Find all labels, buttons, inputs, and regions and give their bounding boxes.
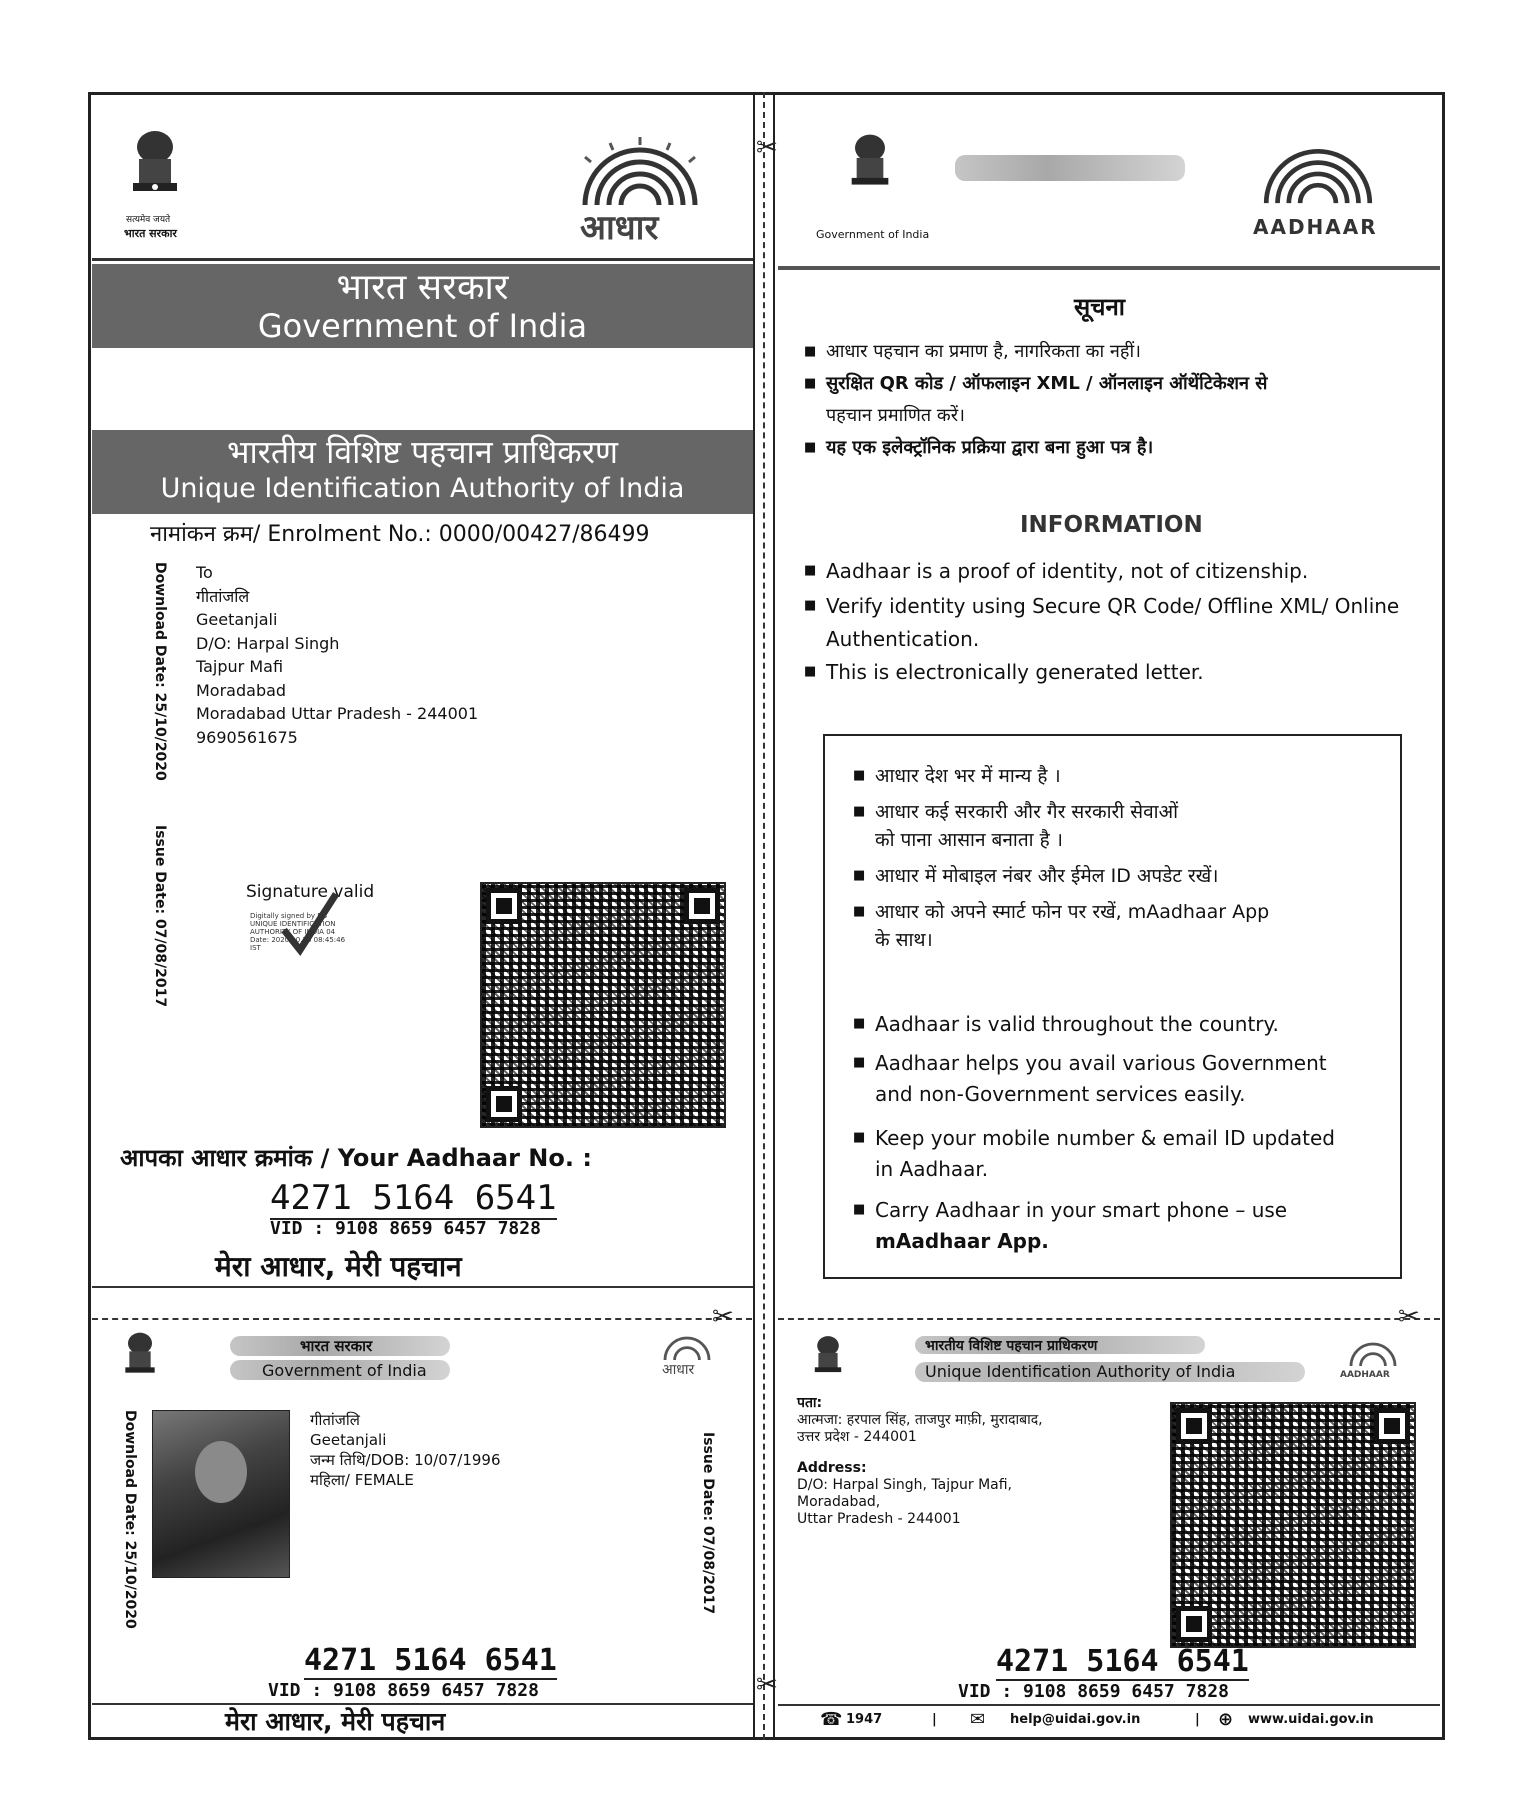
card-download-date: Download Date: 25/10/2020 — [122, 1410, 138, 1629]
address-hi-line: आत्मजा: हरपाल सिंह, ताजपुर माफ़ी, मुरादाबाद, — [797, 1412, 1043, 1428]
address-en-line: Uttar Pradesh - 244001 — [797, 1511, 961, 1527]
box-point-en: ■ Keep your mobile number & email ID updated — [875, 1124, 1335, 1152]
national-emblem-icon — [120, 1328, 160, 1390]
address-line: Moradabad — [196, 680, 287, 700]
footer-separator: | — [1195, 1712, 1200, 1727]
box-point-hi: ■ आधार देश भर में मान्य है । — [875, 762, 1061, 790]
address-label-hi: पता: — [797, 1395, 823, 1411]
box-point-hi: ■ आधार को अपने स्मार्ट फोन पर रखें, mAadhaar App — [875, 898, 1269, 926]
aadhaar-logo-text: AADHAAR — [1253, 215, 1378, 239]
notice-point-hi: ■ आधार पहचान का प्रमाण है, नागरिकता का नहीं। — [826, 338, 1141, 366]
card-back-aadhaar-number: 4271 5164 6541 — [996, 1644, 1249, 1679]
phone-icon: ☎ — [820, 1709, 843, 1730]
band-uidai-en: Unique Identification Authority of India — [160, 473, 685, 504]
box-point-en-cont: and non-Government services easily. — [875, 1082, 1246, 1106]
card-qr-code — [1170, 1402, 1416, 1648]
holder-details — [310, 1410, 501, 1490]
aadhaar-logo-icon: आधार — [652, 1332, 732, 1382]
box-point-hi-cont: के साथ। — [875, 929, 933, 951]
emblem-motto: सत्यमेव जयते — [126, 215, 171, 225]
uidai-band — [92, 430, 753, 514]
address-line: Tajpur Mafi — [196, 657, 284, 676]
issue-date: Issue Date: 07/08/2017 — [152, 825, 168, 1008]
emblem-caption: Government of India — [816, 228, 930, 241]
info-point-cont: Authentication. — [826, 627, 980, 651]
divider — [778, 266, 1440, 270]
holder-photo — [152, 1410, 290, 1578]
band-title-hi: भारत सरकार — [336, 267, 509, 308]
box-point-hi: ■ आधार कई सरकारी और गैर सरकारी सेवाओं — [875, 798, 1178, 826]
globe-icon: ⊕ — [1218, 1709, 1234, 1730]
holder-dob: जन्म तिथि/DOB: 10/07/1996 — [310, 1451, 501, 1469]
card-issue-date: Issue Date: 07/08/2017 — [700, 1432, 716, 1615]
scissors-icon: ✂ — [756, 1670, 778, 1700]
address-line: Moradabad Uttar Pradesh - 244001 — [196, 704, 479, 723]
tagline: मेरा आधार, मेरी पहचान — [215, 1250, 462, 1283]
phone-number: 9690561675 — [196, 727, 298, 747]
horizontal-cut-line — [778, 1318, 1440, 1320]
your-aadhaar-label: आपका आधार क्रमांक / Your Aadhaar No. : — [120, 1144, 592, 1172]
band-uidai-hi: भारतीय विशिष्ट पहचान प्राधिकरण — [226, 433, 619, 471]
recipient-address — [196, 561, 478, 749]
divider — [778, 1704, 1440, 1706]
aadhaar-logo-text: आधार — [580, 208, 659, 248]
card-back-vid: VID : 9108 8659 6457 7828 — [958, 1681, 1229, 1702]
box-point-hi: ■ आधार में मोबाइल नंबर और ईमेल ID अपडेट रखें। — [875, 862, 1218, 890]
address-line: D/O: Harpal Singh — [196, 633, 340, 653]
horizontal-cut-line — [92, 1318, 752, 1320]
divider — [92, 258, 753, 261]
box-point-en-cont: mAadhaar App. — [875, 1229, 1049, 1253]
signature-status: Signature valid — [246, 882, 375, 902]
divider — [92, 1286, 753, 1288]
card-header-hi: भारत सरकार — [300, 1337, 373, 1355]
holder-name-en: Geetanjali — [310, 1431, 387, 1449]
info-point: ■ Verify identity using Secure QR Code/ Offline XML/ Online — [826, 592, 1399, 620]
notice-point-hi: ■ यह एक इलेक्ट्रॉनिक प्रक्रिया द्वारा बना हुआ पत्र है। — [826, 434, 1153, 462]
help-email[interactable]: help@uidai.gov.in — [1010, 1712, 1141, 1727]
footer-separator: | — [932, 1712, 937, 1727]
box-point-en-cont: in Aadhaar. — [875, 1157, 989, 1181]
signature-detail: Digitally signed by DS UNIQUE IDENTIFICATION AUTHORITY OF INDIA 04 Date: 2020.10.25 08:45:46 IST — [250, 912, 346, 952]
address-line: To — [196, 563, 213, 582]
card-back-address — [797, 1395, 1043, 1528]
enrolment-number: नामांकन क्रम/ Enrolment No.: 0000/00427/86499 — [150, 522, 650, 547]
checkmark-icon — [280, 888, 340, 962]
box-point-hi-cont: को पाना आसान बनाता है । — [875, 829, 1063, 851]
address-hi-line: उत्तर प्रदेश - 244001 — [797, 1429, 917, 1445]
website-link[interactable]: www.uidai.gov.in — [1248, 1712, 1374, 1727]
aadhaar-logo-icon — [1238, 135, 1398, 245]
box-point-en: ■ Aadhaar is valid throughout the country. — [875, 1010, 1279, 1038]
address-line: Geetanjali — [196, 610, 278, 629]
mail-icon: ✉ — [970, 1709, 986, 1730]
card-header-en: Government of India — [262, 1361, 427, 1380]
emblem-caption: भारत सरकार — [124, 227, 177, 240]
holder-name-hi: गीतांजलि — [310, 1411, 360, 1429]
national-emblem-icon — [845, 125, 895, 209]
notice-point-hi: ■ सुरक्षित QR कोड / ऑफलाइन XML / ऑनलाइन ऑथेंटिकेशन से — [826, 370, 1267, 398]
box-point-en: ■ Aadhaar helps you avail various Government — [875, 1049, 1327, 1077]
download-date: Download Date: 25/10/2020 — [152, 562, 168, 781]
card-aadhaar-number: 4271 5164 6541 — [304, 1643, 557, 1678]
aadhaar-logo-icon: AADHAAR — [1338, 1338, 1418, 1388]
info-point: ■ This is electronically generated letter. — [826, 658, 1204, 686]
card-tagline: मेरा आधार, मेरी पहचान — [225, 1707, 446, 1736]
notice-title-hi: सूचना — [1074, 293, 1125, 321]
address-label-en: Address: — [797, 1460, 867, 1476]
card-back-header-hi: भारतीय विशिष्ट पहचान प्राधिकरण — [925, 1338, 1098, 1354]
card-back-header-en: Unique Identification Authority of India — [925, 1362, 1236, 1381]
address-en-line: D/O: Harpal Singh, Tajpur Mafi, — [797, 1477, 1013, 1493]
aadhaar-logo-icon — [555, 135, 725, 248]
address-en-line: Moradabad, — [797, 1494, 881, 1510]
holder-gender: महिला/ FEMALE — [310, 1471, 414, 1489]
vertical-cut-line — [763, 92, 765, 1740]
scissors-icon: ✂ — [1398, 1302, 1420, 1332]
scissors-icon: ✂ — [712, 1302, 734, 1332]
information-title: INFORMATION — [1020, 512, 1203, 538]
national-emblem-icon — [125, 125, 200, 214]
redacted-text — [955, 155, 1185, 181]
national-emblem-icon — [810, 1330, 846, 1390]
box-point-en: ■ Carry Aadhaar in your smart phone – use — [875, 1196, 1287, 1224]
card-vid: VID : 9108 8659 6457 7828 — [268, 1680, 539, 1701]
info-point: ■ Aadhaar is a proof of identity, not of citizenship. — [826, 557, 1308, 585]
qr-code — [480, 882, 726, 1128]
scissors-icon: ✂ — [756, 133, 778, 163]
address-line: गीतांजलि — [196, 586, 250, 606]
vid-number: VID : 9108 8659 6457 7828 — [270, 1218, 541, 1239]
notice-point-hi-cont: पहचान प्रमाणित करें। — [826, 405, 965, 426]
government-band — [92, 264, 753, 348]
aadhaar-number: 4271 5164 6541 — [270, 1178, 557, 1218]
band-title-en: Government of India — [257, 307, 588, 345]
helpline-number: 1947 — [846, 1712, 883, 1727]
